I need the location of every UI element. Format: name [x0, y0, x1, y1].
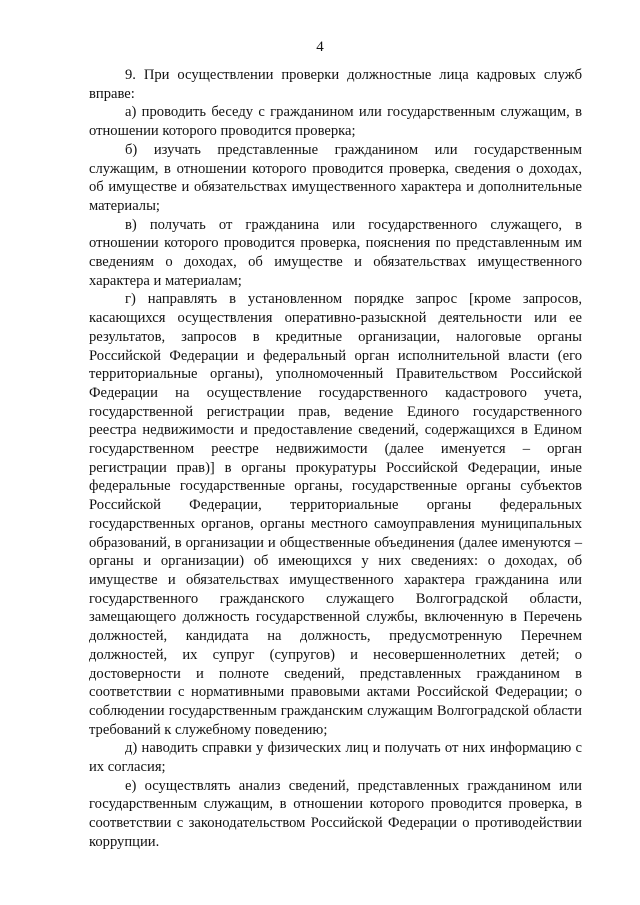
paragraph-subitem-a: а) проводить беседу с гражданином или государственным служащим, в отношении которого проводится проверка; — [89, 104, 582, 140]
paragraph-subitem-v: в) получать от гражданина или государственного служащего, в отношении которого проводится проверка, пояснения по представленным им сведениям о доходах, об имуществе и обязательствах имущественного характера и материалам; — [89, 216, 582, 289]
paragraph-item-9: 9. При осуществлении проверки должностные лица кадровых служб вправе: — [89, 67, 582, 102]
document-body — [89, 66, 582, 852]
paragraph-subitem-b: б) изучать представленные гражданином или государственным служащим, в отношении которого проводится проверка, сведения о доходах, об имуществе и обязательствах имущественного характера и дополнительные материалы; — [89, 141, 582, 214]
page-number: 4 — [316, 39, 324, 55]
paragraph-subitem-e: е) осуществлять анализ сведений, представленных гражданином или государственным служащим, в отношении которого проводится проверка, в соответствии с законодательством Российской Федерации о противодействии коррупции. — [89, 777, 582, 850]
paragraph-subitem-d: д) наводить справки у физических лиц и получать от них информацию с их согласия; — [89, 740, 582, 776]
paragraph-subitem-g: г) направлять в установленном порядке запрос [кроме запросов, касающихся осуществления оперативно-разыскной деятельности или ее результатов, запросов в кредитные организации, налоговые органы Российской Федерации и федеральный орган исполнительной власти (его территориальные органы), уполномоченный Правительством Российской Федерации на осуществление государственного кадастрового учета, государственной регистрации прав, ведение Единого государственного реестра недвижимости и предоставление сведений, содержащихся в Едином государственном реестре недвижимости (далее именуется – орган регистрации прав)] в органы прокуратуры Российской Федерации, иные федеральные государственные органы, государственные органы субъектов Российской Федерации, территориальные органы федеральных государственных органов, органы местного самоуправления муниципальных образований, в организации и общественные объединения (далее именуются – органы и организации) об имеющихся у них сведениях: о доходах, об имуществе и обязательствах имущественного характера гражданина или государственного гражданского служащего Волгоградской области, замещающего должность государственной службы, включенную в Перечень должностей, кандидата на должность, предусмотренную Перечнем должностей, их супруг (супругов) и несовершеннолетних детей; о достоверности и полноте сведений, представленных гражданином в соответствии с нормативными правовыми актами Российской Федерации; о соблюдении государственным гражданским служащим Волгоградской области требований к служебному поведению; — [89, 291, 582, 738]
